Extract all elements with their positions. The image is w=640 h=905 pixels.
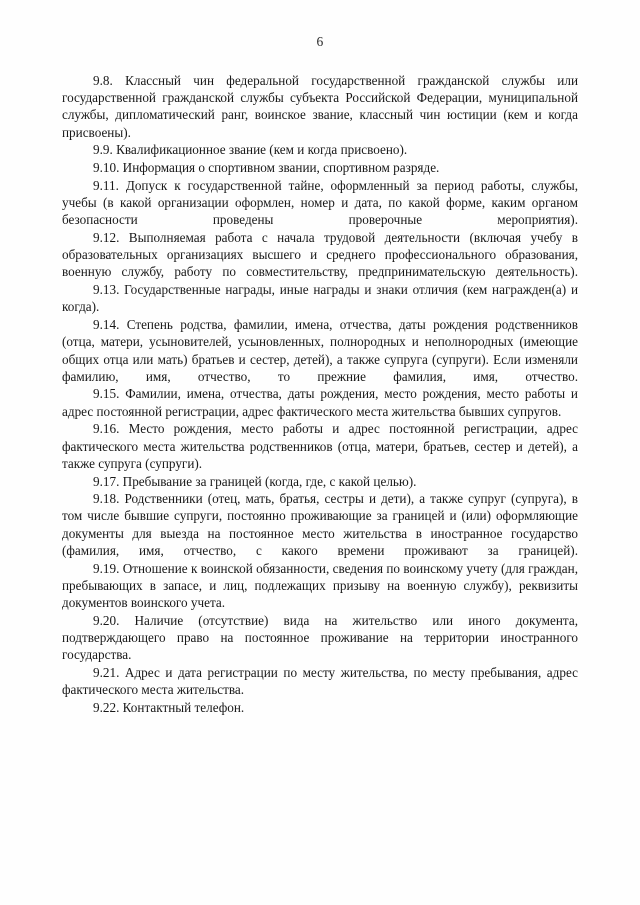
paragraph-9-9: 9.9. Квалификационное звание (кем и когда присвоено).	[93, 142, 408, 158]
paragraph-9-18: 9.18. Родственники (отец, мать, братья, сестры и дети), а также супруг (супруга), в том числе бывшие супруги, постоянно проживающие за границей и (или) оформляющие документы для выезда на постоянное место жительства в иностранное государство (фамилия, имя, отчество, с какого времени проживают за границей).	[62, 491, 578, 558]
paragraph-9-13: 9.13. Государственные награды, иные награды и знаки отличия (кем награжден(а) и когда).	[62, 282, 578, 315]
paragraph-9-20: 9.20. Наличие (отсутствие) вида на жительство или иного документа, подтверждающего право на постоянное проживание на территории иностранного государства.	[62, 612, 578, 663]
paragraph-9-12: 9.12. Выполняемая работа с начала трудовой деятельности (включая учебу в образовательных организациях высшего и среднего профессионального образования, военную службу, работу по совместительству, предпринимательскую деятельность).	[62, 229, 578, 280]
document-body	[62, 72, 578, 716]
paragraph-9-19: 9.19. Отношение к воинской обязанности, сведения по воинскому учету (для граждан, пребывающих в запасе, и лиц, подлежащих призыву на военную службу), реквизиты документов воинского учета.	[62, 560, 578, 611]
paragraph-9-8: 9.8. Классный чин федеральной государственной гражданской службы или государственной гражданской службы субъекта Российской Федерации, муниципальной службы, дипломатический ранг, воинское звание, классный чин юстиции (кем и когда присвоены).	[62, 73, 578, 140]
paragraph-9-10: 9.10. Информация о спортивном звании, спортивном разряде.	[93, 160, 440, 176]
paragraph-9-16: 9.16. Место рождения, место работы и адрес постоянной регистрации, адрес фактического места жительства родственников (отца, матери, братьев, сестер и детей), а также супруга (супруги).	[62, 421, 578, 471]
paragraph-9-14: 9.14. Степень родства, фамилии, имена, отчества, даты рождения родственников (отца, матери, усыновителей, усыновленных, полнородных и неполнородных (имеющие общих отца или мать) братьев и сестер, детей), а также супруга (супруги). Если изменяли фамилию, имя, отчество, то прежние фамилия, имя, отчество.	[62, 317, 578, 384]
paragraph-9-17: 9.17. Пребывание за границей (когда, где, с какой целью).	[93, 473, 417, 489]
paragraph-9-21: 9.21. Адрес и дата регистрации по месту жительства, по месту пребывания, адрес фактического места жительства.	[62, 664, 578, 698]
page-number: 6	[316, 34, 324, 49]
paragraph-9-15: 9.15. Фамилии, имена, отчества, даты рождения, место рождения, место работы и адрес постоянной регистрации, адрес фактического места жительства бывших супругов.	[62, 386, 578, 419]
paragraph-9-11: 9.11. Допуск к государственной тайне, оформленный за период работы, службы, учебы (в какой организации оформлен, номер и дата, по какой форме, каким органом безопасности проведены проверочные мероприятия).	[62, 177, 578, 228]
paragraph-9-22: 9.22. Контактный телефон.	[93, 699, 245, 715]
